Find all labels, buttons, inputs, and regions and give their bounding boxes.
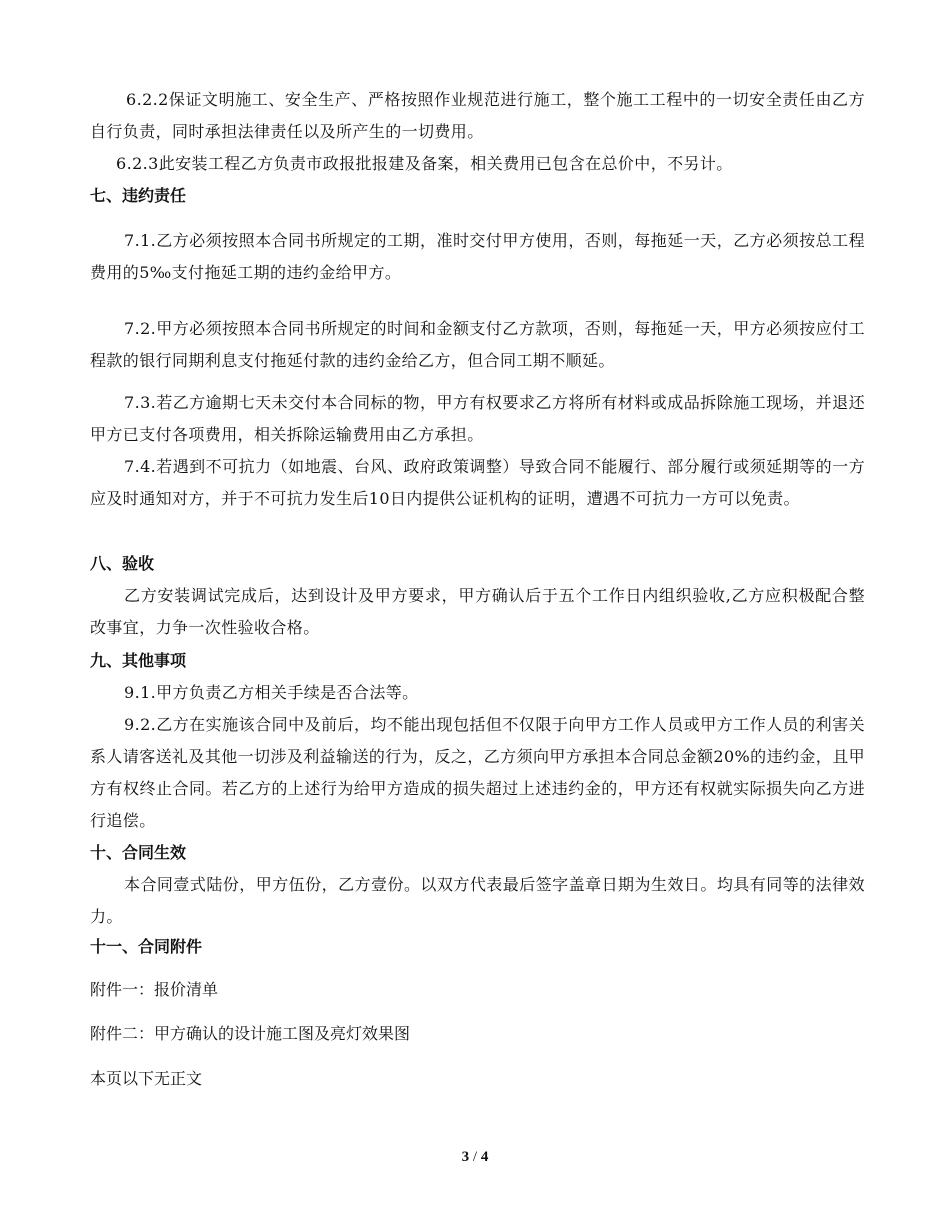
section-8-body: 乙方安装调试完成后，达到设计及甲方要求，甲方确认后于五个工作日内组织验收,乙方应积极配合整改事宜，力争一次性验收合格。	[90, 586, 865, 637]
end-of-text-note: 本页以下无正文	[90, 1069, 203, 1088]
clause-7-4: 7.4.若遇到不可抗力（如地震、台风、政府政策调整）导致合同不能履行、部分履行或须延期等的一方应及时通知对方，并于不可抗力发生后10日内提供公证机构的证明，遭遇不可抗力一方可以免责。	[90, 457, 865, 508]
section-8-heading: 八、验收	[90, 554, 155, 573]
clause-9-1: 9.1.甲方负责乙方相关手续是否合法等。	[124, 683, 419, 702]
clause-7-1: 7.1.乙方必须按照本合同书所规定的工期，准时交付甲方使用，否则，每拖延一天，乙方必须按总工程费用的5‰支付拖延工期的违约金给甲方。	[90, 231, 865, 282]
attachment-2: 附件二：甲方确认的设计施工图及亮灯效果图	[90, 1024, 411, 1043]
clause-6-2-2: 6.2.2保证文明施工、安全生产、严格按照作业规范进行施工，整个施工工程中的一切安全责任由乙方自行负责，同时承担法律责任以及所产生的一切费用。	[90, 90, 865, 141]
section-10-body: 本合同壹式陆份，甲方伍份，乙方壹份。以双方代表最后签字盖章日期为生效日。均具有同等的法律效力。	[90, 875, 865, 926]
section-7-heading: 七、违约责任	[90, 186, 187, 205]
clause-9-2: 9.2.乙方在实施该合同中及前后，均不能出现包括但不仅限于向甲方工作人员或甲方工作人员的利害关系人请客送礼及其他一切涉及利益输送的行为，反之，乙方须向甲方承担本合同总金额20%的违约金，且甲方有权终止合同。若乙方的上述行为给甲方造成的损失超过上述违约金的，甲方还有权就实际损失向乙方进行追偿。	[90, 715, 865, 830]
attachment-1: 附件一：报价清单	[90, 980, 219, 999]
section-9-heading: 九、其他事项	[90, 651, 187, 670]
clause-7-2: 7.2.甲方必须按照本合同书所规定的时间和金额支付乙方款项，否则，每拖延一天，甲方必须按应付工程款的银行同期利息支付拖延付款的违约金给乙方，但合同工期不顺延。	[90, 319, 865, 370]
page-total: 4	[480, 1149, 489, 1165]
clause-6-2-3: 6.2.3此安装工程乙方负责市政报批报建及备案，相关费用已包含在总价中，不另计。	[116, 154, 733, 173]
section-10-heading: 十、合同生效	[90, 843, 187, 862]
page-number	[0, 1149, 950, 1166]
section-11-heading: 十一、合同附件	[90, 937, 203, 956]
page-current: 3	[461, 1149, 470, 1165]
clause-7-3: 7.3.若乙方逾期七天未交付本合同标的物，甲方有权要求乙方将所有材料或成品拆除施工现场，并退还甲方已支付各项费用，相关拆除运输费用由乙方承担。	[90, 393, 865, 444]
page-separator: /	[469, 1149, 481, 1165]
